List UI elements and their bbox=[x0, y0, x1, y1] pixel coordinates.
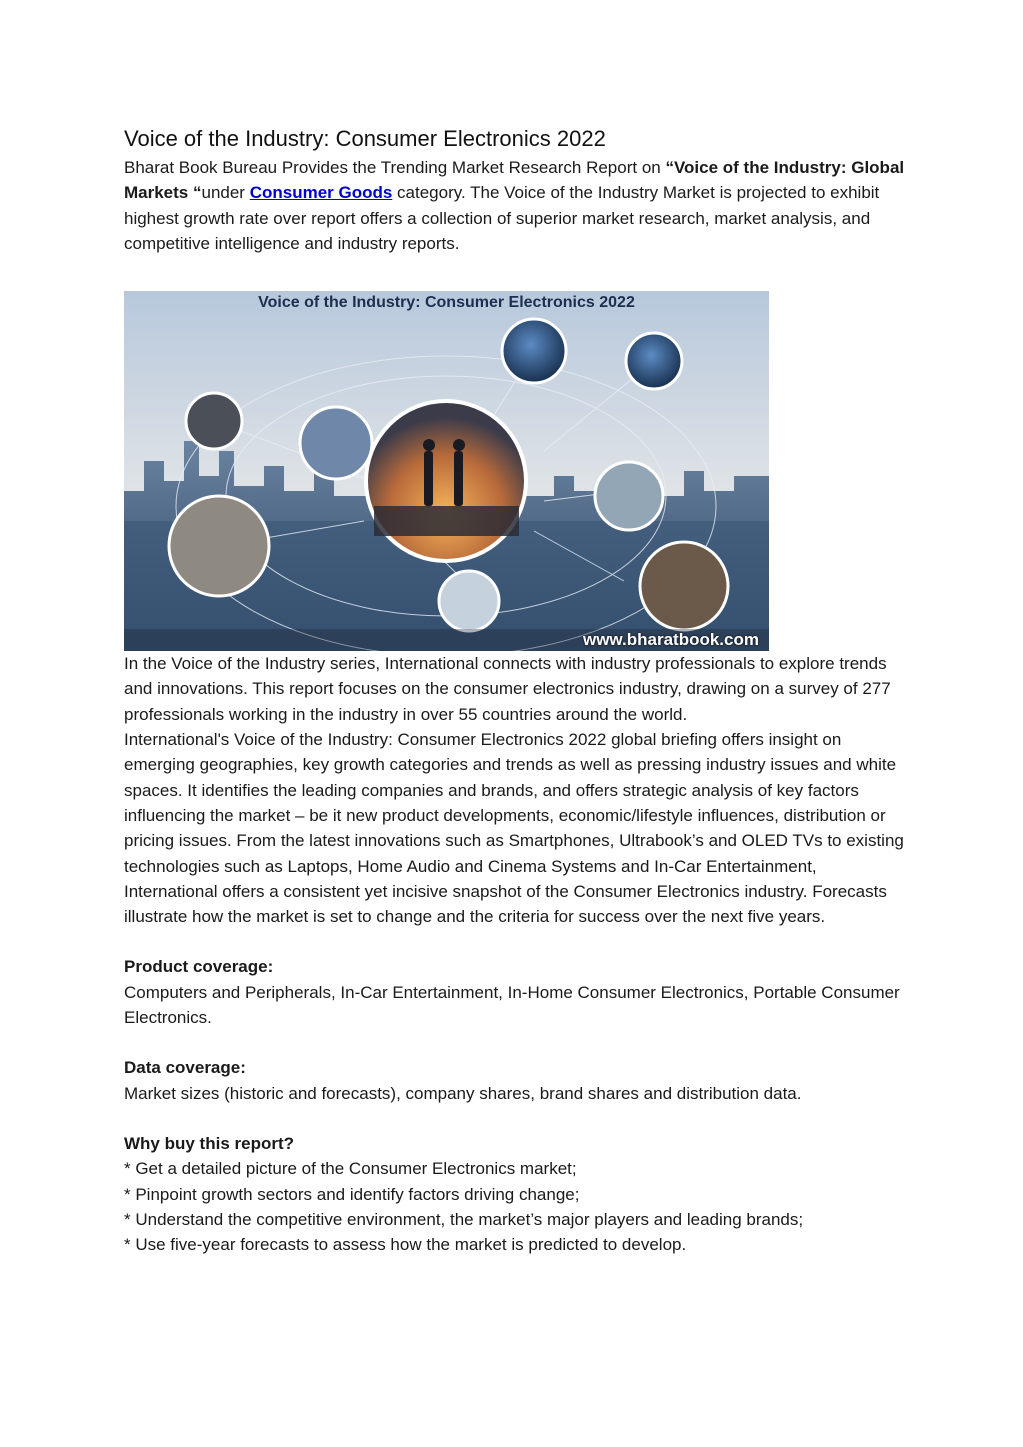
paragraph-series: In the Voice of the Industry series, International connects with industry professionals to explore trends and innovations. This report focuses on the consumer electronics industry, drawing on a survey of 277 professionals working in the industry in over 55 countries around the world. bbox=[124, 654, 891, 724]
intro-bold-title: Voice of the Industry: Global Markets “ bbox=[124, 158, 905, 203]
data-coverage-text: Market sizes (historic and forecasts), company shares, brand shares and distribution data. bbox=[124, 1083, 802, 1103]
intro-text-3: category. The Voice of the Industry Market is projected to exhibit highest growth rate over report offers a collection of superior market research, market analysis, and competitive intelligence and industry reports. bbox=[124, 183, 880, 253]
document-title: Voice of the Industry: Consumer Electronics 2022 bbox=[124, 126, 606, 151]
why-buy-item: * Understand the competitive environment, the market’s major players and leading brands; bbox=[124, 1209, 804, 1229]
paragraph-briefing: International's Voice of the Industry: Consumer Electronics 2022 global briefing offers insight on emerging geographies, key growth categories and trends as well as pressing industry issues and white spaces. It identifies the leading companies and brands, and offers strategic analysis of key factors influencing the market – be it new product developments, economic/lifestyle influences, distribution or pricing issues. From the latest innovations such as Smartphones, Ultrabook’s and OLED TVs to existing technologies such as Laptops, Home Audio and Cinema Systems and In-Car Entertainment, International offers a consistent yet incisive snapshot of the Consumer Electronics industry. Forecasts illustrate how the market is set to change and the criteria for success over the next five years. bbox=[124, 730, 904, 927]
consumer-goods-link[interactable]: Consumer Goods bbox=[249, 183, 393, 203]
spacer bbox=[124, 1030, 914, 1055]
why-buy-heading: Why buy this report? bbox=[124, 1133, 294, 1153]
city-network-illustration bbox=[124, 291, 769, 651]
why-buy-item: * Use five-year forecasts to assess how the market is predicted to develop. bbox=[124, 1235, 687, 1255]
intro-quote-open: “ bbox=[665, 158, 674, 177]
hero-image-title: Voice of the Industry: Consumer Electronics 2022 bbox=[258, 294, 635, 312]
product-coverage-text: Computers and Peripherals, In-Car Entertainment, In-Home Consumer Electronics, Portable Consumer Electronics. bbox=[124, 982, 900, 1028]
intro-text-2: under bbox=[201, 183, 250, 203]
hero-image bbox=[124, 291, 769, 651]
why-buy-item: * Pinpoint growth sectors and identify factors driving change; bbox=[124, 1184, 580, 1204]
intro-paragraph bbox=[124, 155, 914, 256]
hero-image-watermark: www.bharatbook.com bbox=[582, 630, 759, 650]
spacer bbox=[124, 929, 914, 954]
intro-text-1: Bharat Book Bureau Provides the Trending Market Research Report on bbox=[124, 158, 666, 177]
spacer bbox=[124, 1106, 914, 1131]
why-buy-item: * Get a detailed picture of the Consumer Electronics market; bbox=[124, 1159, 577, 1179]
data-coverage-heading: Data coverage: bbox=[124, 1058, 246, 1078]
product-coverage-heading: Product coverage: bbox=[124, 957, 274, 977]
document-body bbox=[124, 124, 914, 1257]
